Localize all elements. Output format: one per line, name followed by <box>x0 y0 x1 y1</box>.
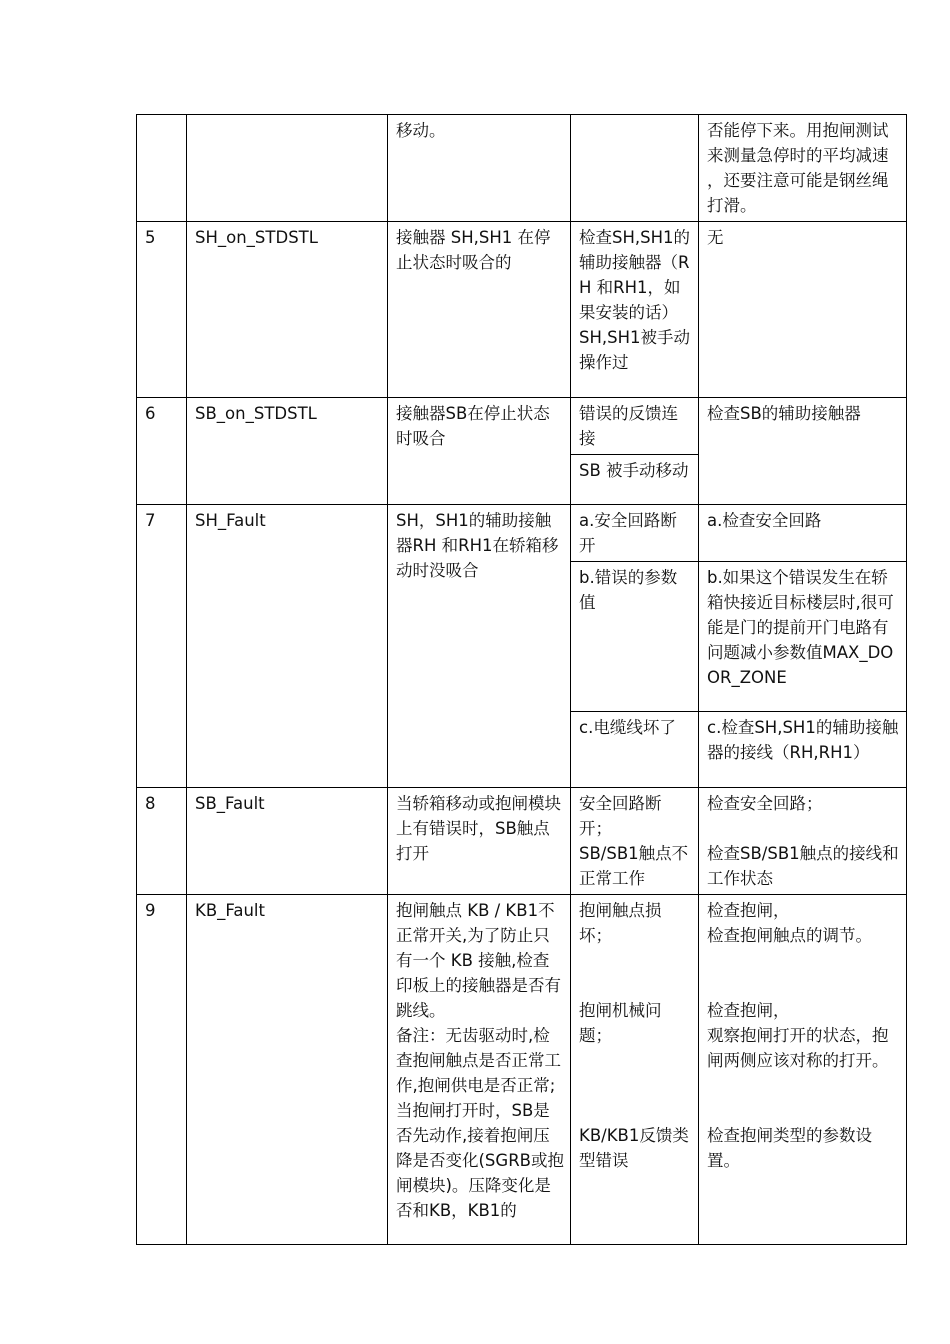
fault-action: b.如果这个错误发生在轿箱快接近目标楼层时,很可能是门的提前开门电路有问题减小参数值MAX_DOOR_ZONE <box>699 562 907 712</box>
table-row <box>137 505 907 562</box>
fault-description: 接触器SB在停止状态时吸合 <box>388 398 571 505</box>
table-row <box>137 222 907 398</box>
fault-cause: 检查SH,SH1的辅助接触器（RH 和RH1，如果安装的话） SH,SH1被手动操作过 <box>571 222 699 398</box>
fault-action: 检查SB的辅助接触器 <box>699 398 907 505</box>
fault-cause: c.电缆线坏了 <box>571 712 699 788</box>
fault-cause: SB 被手动移动 <box>571 455 699 505</box>
fault-action: 检查安全回路； 检查SB/SB1触点的接线和工作状态 <box>699 788 907 895</box>
fault-code <box>187 115 388 222</box>
table-row <box>137 788 907 895</box>
table-row <box>137 895 907 1245</box>
fault-number: 6 <box>137 398 187 505</box>
fault-number: 5 <box>137 222 187 398</box>
fault-action: 无 <box>699 222 907 398</box>
fault-code: SH_on_STDSTL <box>187 222 388 398</box>
table-row <box>137 115 907 222</box>
fault-cause <box>571 115 699 222</box>
fault-code: SH_Fault <box>187 505 388 788</box>
fault-code: SB_Fault <box>187 788 388 895</box>
fault-cause: 安全回路断开； SB/SB1触点不正常工作 <box>571 788 699 895</box>
fault-code-table <box>136 114 907 1245</box>
fault-description: SH，SH1的辅助接触器RH 和RH1在轿箱移动时没吸合 <box>388 505 571 788</box>
fault-cause: 抱闸触点损坏； 抱闸机械问题； KB/KB1反馈类型错误 <box>571 895 699 1245</box>
fault-code: SB_on_STDSTL <box>187 398 388 505</box>
fault-code: KB_Fault <box>187 895 388 1245</box>
fault-number: 8 <box>137 788 187 895</box>
fault-description: 移动。 <box>388 115 571 222</box>
fault-cause: b.错误的参数值 <box>571 562 699 712</box>
table-row <box>137 398 907 455</box>
fault-action: a.检查安全回路 <box>699 505 907 562</box>
fault-cause: 错误的反馈连接 <box>571 398 699 455</box>
fault-description: 抱闸触点 KB / KB1不正常开关,为了防止只有一个 KB 接触,检查印板上的接触器是否有跳线。 备注：无齿驱动时,检查抱闸触点是否正常工作,抱闸供电是否正常;当抱闸打开时，SB是否先动作,接着抱闸压降是否变化(SGRB或抱闸模块)。压降变化是否和KB，KB1的 <box>388 895 571 1245</box>
fault-action: 否能停下来。用抱闸测试来测量急停时的平均减速 ，还要注意可能是钢丝绳打滑。 <box>699 115 907 222</box>
fault-description: 接触器 SH,SH1 在停止状态时吸合的 <box>388 222 571 398</box>
fault-cause: a.安全回路断开 <box>571 505 699 562</box>
fault-action: 检查抱闸， 检查抱闸触点的调节。 检查抱闸， 观察抱闸打开的状态，抱闸两侧应该对称的打开。 检查抱闸类型的参数设置。 <box>699 895 907 1245</box>
fault-action: c.检查SH,SH1的辅助接触器的接线（RH,RH1） <box>699 712 907 788</box>
fault-number: 7 <box>137 505 187 788</box>
fault-number <box>137 115 187 222</box>
fault-number: 9 <box>137 895 187 1245</box>
fault-description: 当轿箱移动或抱闸模块上有错误时，SB触点打开 <box>388 788 571 895</box>
